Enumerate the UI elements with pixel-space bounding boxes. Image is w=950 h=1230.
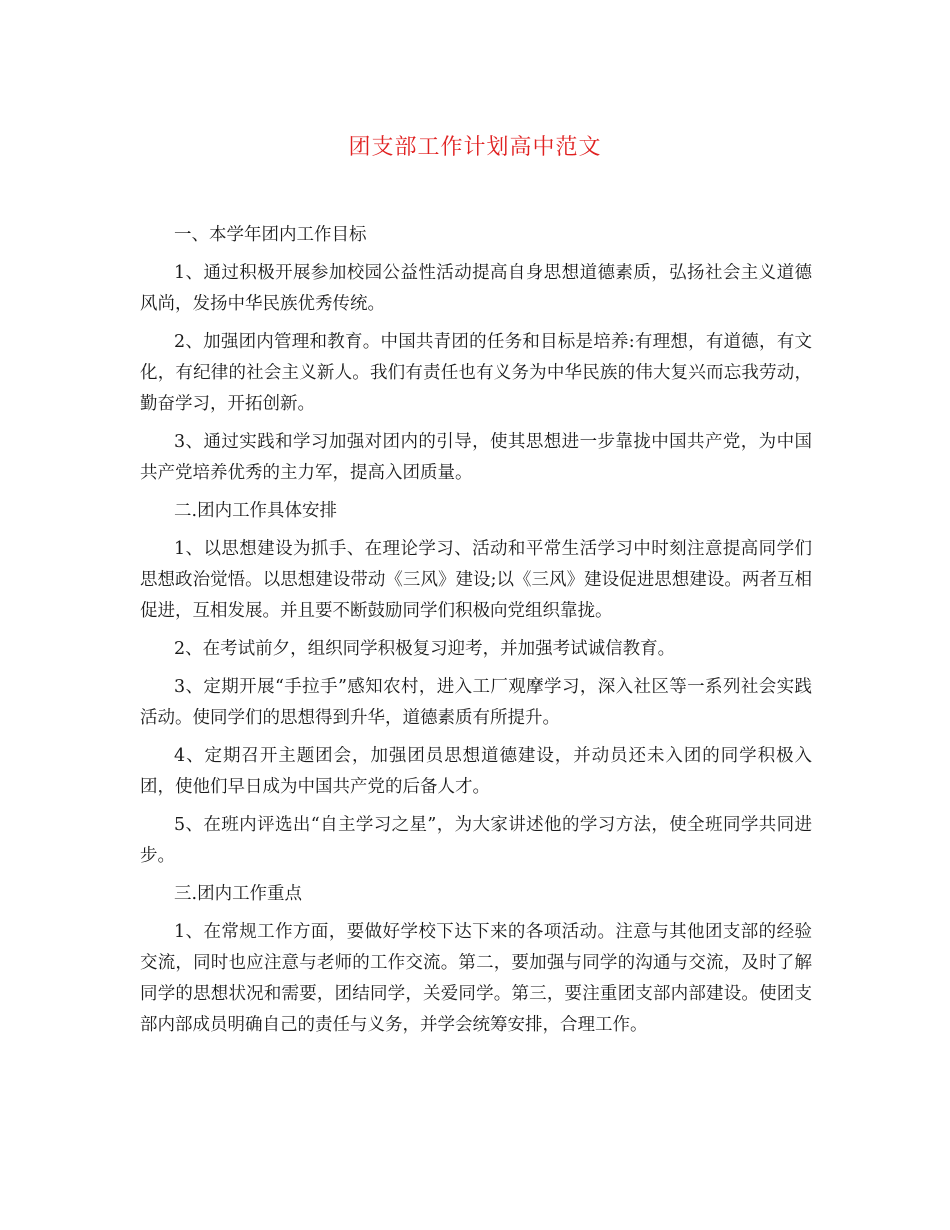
paragraph: 1、以思想建设为抓手、在理论学习、活动和平常生活学习中时刻注意提高同学们思想政治觉悟。以思想建设带动《三风》建设;以《三风》建设促进思想建设。两者互相促进，互相发展。并且要不断鼓励同学们积极向党组织靠拢。 bbox=[140, 539, 812, 621]
paragraph: 3、定期开展“手拉手”感知农村，进入工厂观摩学习，深入社区等一系列社会实践活动。使同学们的思想得到升华，道德素质有所提升。 bbox=[140, 677, 812, 728]
paragraph: 2、加强团内管理和教育。中国共青团的任务和目标是培养:有理想，有道德，有文化，有纪律的社会主义新人。我们有责任也有义务为中华民族的伟大复兴而忘我劳动，勤奋学习，开拓创新。 bbox=[140, 332, 812, 414]
paragraph: 5、在班内评选出“自主学习之星”，为大家讲述他的学习方法，使全班同学共同进步。 bbox=[140, 815, 812, 866]
section-heading-arrangement: 二.团内工作具体安排 bbox=[174, 501, 338, 521]
document-body bbox=[140, 220, 812, 1048]
paragraph: 1、在常规工作方面，要做好学校下达下来的各项活动。注意与其他团支部的经验交流，同时也应注意与老师的工作交流。第二，要加强与同学的沟通与交流，及时了解同学的思想状况和需要，团结同学，关爱同学。第三，要注重团支部内部建设。使团支部内部成员明确自己的责任与义务，并学会统筹安排，合理工作。 bbox=[140, 922, 812, 1035]
document-title: 团支部工作计划高中范文 bbox=[348, 135, 602, 160]
paragraph: 1、通过积极开展参加校园公益性活动提高自身思想道德素质，弘扬社会主义道德风尚，发扬中华民族优秀传统。 bbox=[140, 263, 812, 314]
section-heading-goals: 一、本学年团内工作目标 bbox=[174, 225, 367, 245]
paragraph: 2、在考试前夕，组织同学积极复习迎考，并加强考试诚信教育。 bbox=[174, 639, 676, 659]
section-heading-focus: 三.团内工作重点 bbox=[174, 884, 303, 904]
paragraph: 3、通过实践和学习加强对团内的引导，使其思想进一步靠拢中国共产党，为中国共产党培养优秀的主力军，提高入团质量。 bbox=[140, 432, 812, 483]
paragraph: 4、定期召开主题团会，加强团员思想道德建设，并动员还未入团的同学积极入团，使他们早日成为中国共产党的后备人才。 bbox=[140, 746, 812, 797]
